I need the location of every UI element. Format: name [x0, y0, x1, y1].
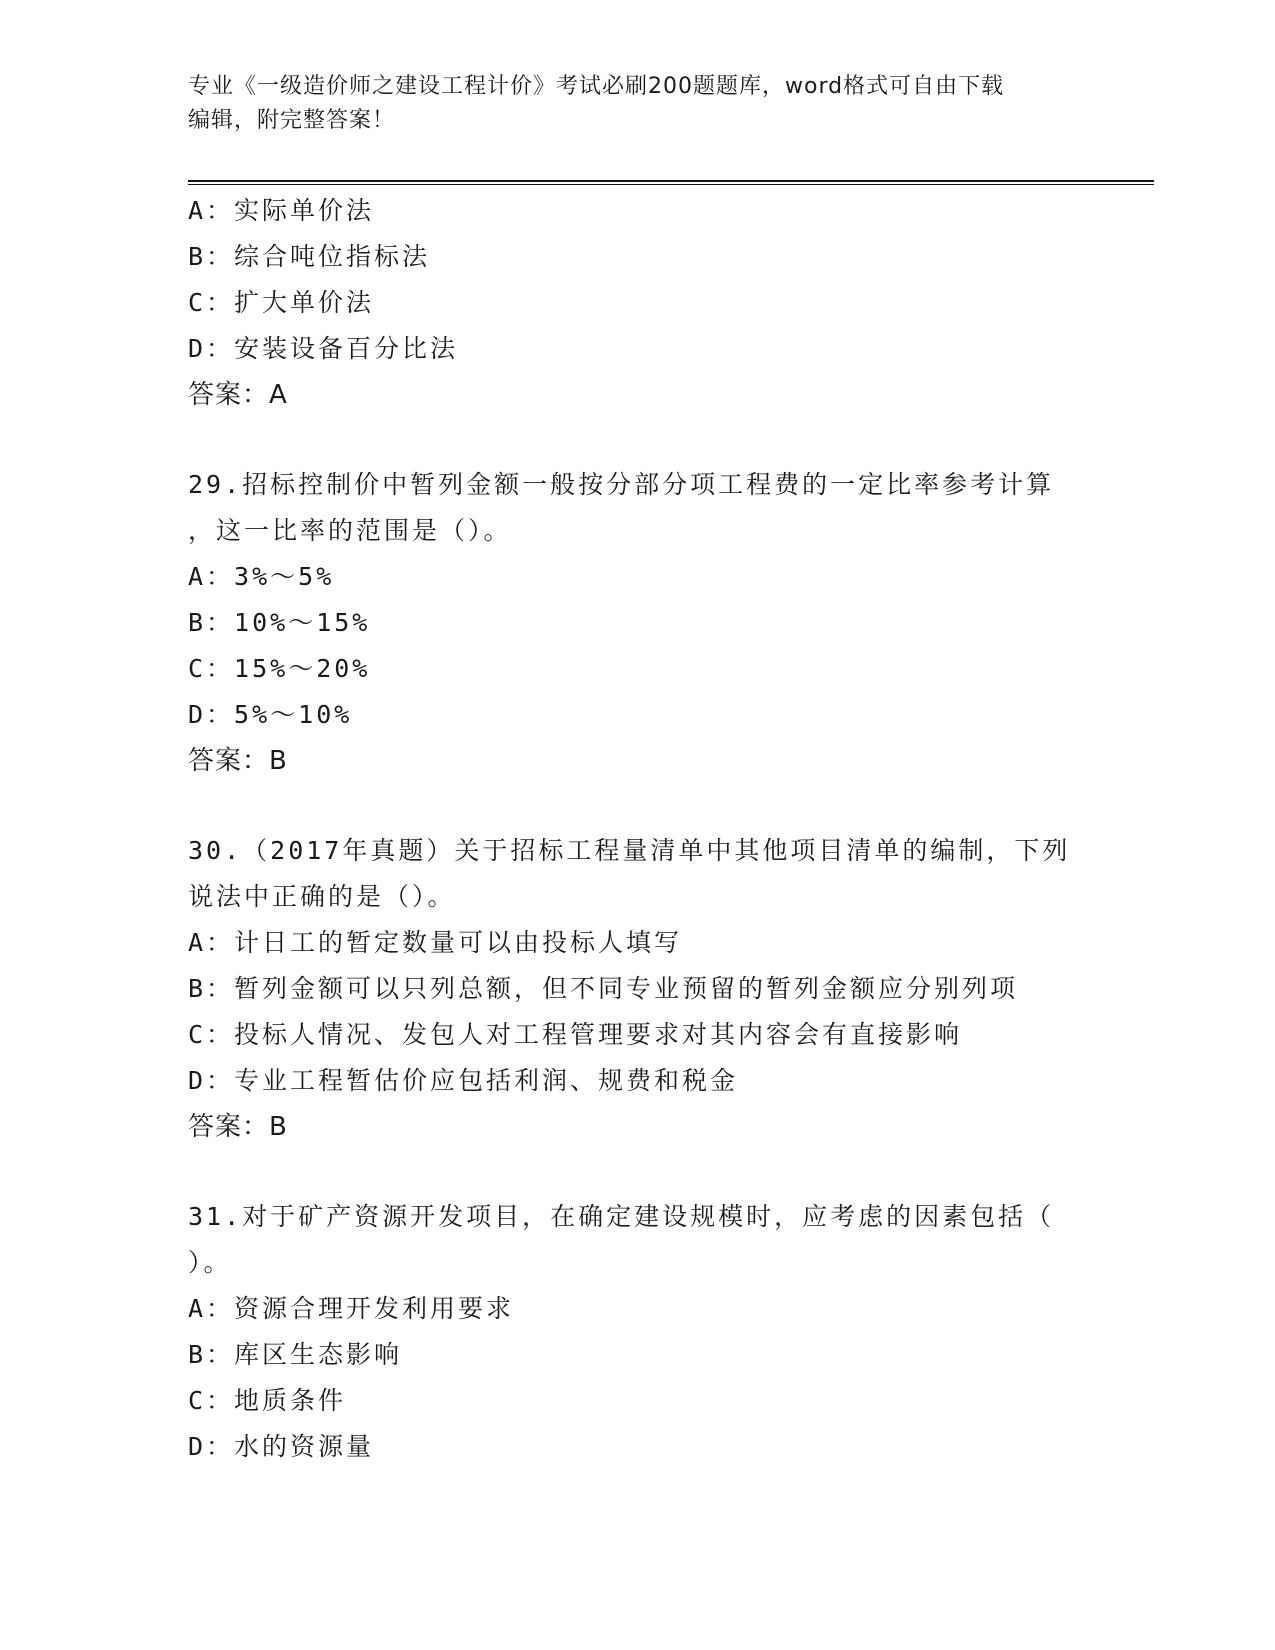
question-stem-continued: 说法中正确的是（）。 [188, 882, 456, 911]
spacer [188, 1150, 1088, 1194]
option-b: B：10%～15% [188, 608, 371, 637]
question-stem-continued: ）。 [188, 1248, 232, 1277]
option-d: D：安装设备百分比法 [188, 334, 459, 363]
question-stem: 29.招标控制价中暂列金额一般按分部分项工程费的一定比率参考计算 [188, 470, 1055, 499]
question-stem: 31.对于矿产资源开发项目，在确定建设规模时，应考虑的因素包括（ [188, 1202, 1055, 1231]
answer: 答案：A [188, 380, 288, 410]
header-line-2: 编辑，附完整答案！ [188, 108, 396, 133]
document-body [188, 188, 1088, 1470]
question-stem-continued: ，这一比率的范围是（）。 [188, 516, 512, 545]
option-a: A：资源合理开发利用要求 [188, 1294, 515, 1323]
option-c: C：15%～20% [188, 654, 371, 683]
option-c: C：投标人情况、发包人对工程管理要求对其内容会有直接影响 [188, 1020, 963, 1049]
question-stem: 30.（2017年真题）关于招标工程量清单中其他项目清单的编制，下列 [188, 836, 1071, 865]
header-rule-thin [188, 184, 1154, 185]
option-d: D：专业工程暂估价应包括利润、规费和税金 [188, 1066, 739, 1095]
header-line-1: 专业《一级造价师之建设工程计价》考试必刷200题题库，word格式可自由下载 [188, 74, 1005, 99]
option-b: B：暂列金额可以只列总额，但不同专业预留的暂列金额应分别列项 [188, 974, 1019, 1003]
question-30 [188, 828, 1088, 1150]
answer: 答案：B [188, 1112, 288, 1142]
answer: 答案：B [188, 746, 288, 776]
spacer [188, 418, 1088, 462]
document-header [188, 70, 1088, 138]
question-28-options [188, 188, 1088, 418]
option-c: C：地质条件 [188, 1386, 347, 1415]
option-d: D：水的资源量 [188, 1432, 375, 1461]
option-d: D：5%～10% [188, 700, 353, 729]
option-c: C：扩大单价法 [188, 288, 375, 317]
option-a: A：实际单价法 [188, 196, 375, 225]
option-b: B：综合吨位指标法 [188, 242, 431, 271]
question-31 [188, 1194, 1088, 1470]
option-b: B：库区生态影响 [188, 1340, 403, 1369]
spacer [188, 784, 1088, 828]
option-a: A：3%～5% [188, 562, 335, 591]
header-rule-thick [188, 180, 1154, 182]
question-29 [188, 462, 1088, 784]
option-a: A：计日工的暂定数量可以由投标人填写 [188, 928, 683, 957]
